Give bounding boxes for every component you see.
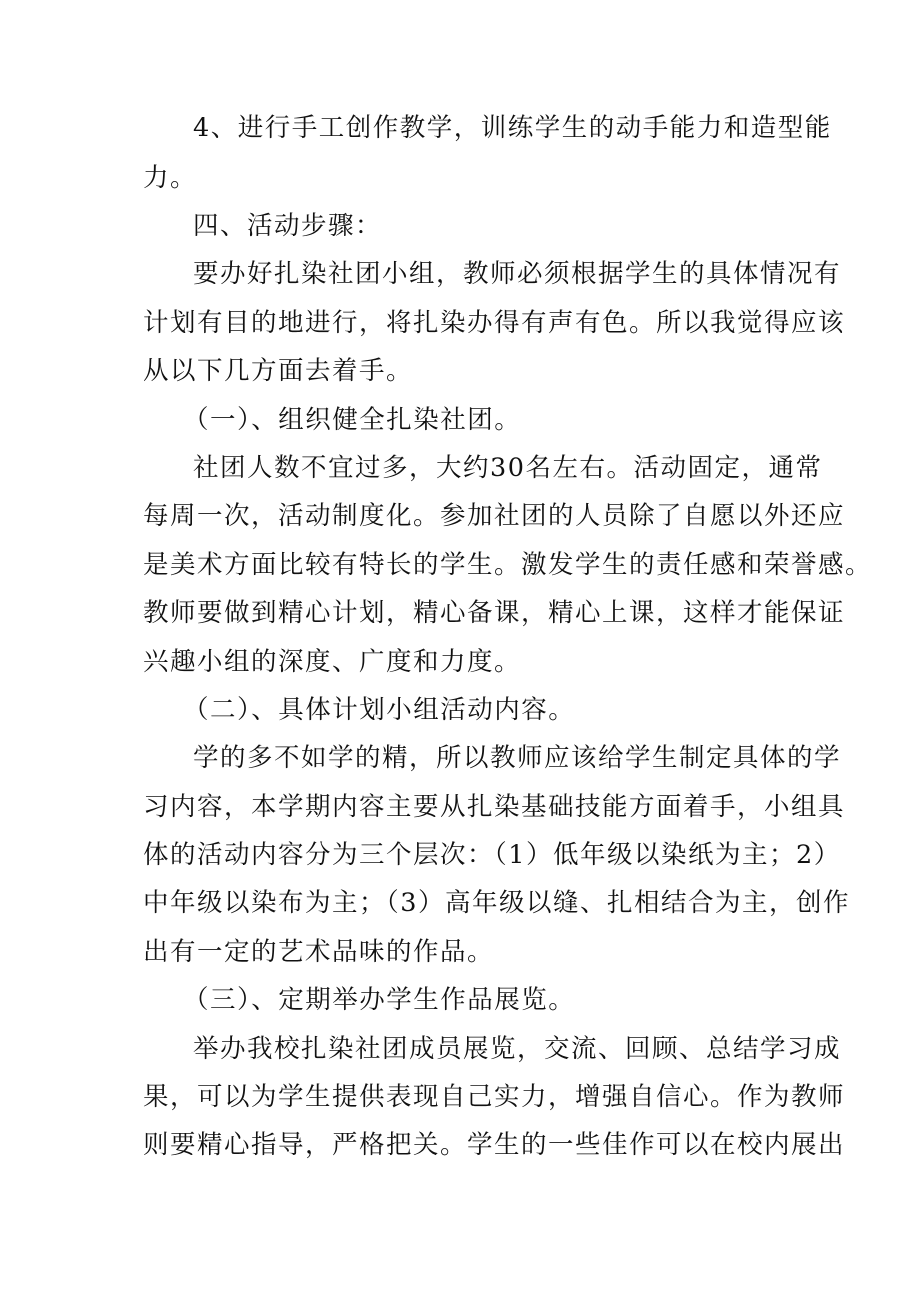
paragraph-line: 中年级以染布为主；（3）高年级以缝、扎相结合为主，创作	[143, 888, 850, 918]
paragraph-line: 要办好扎染社团小组，教师必须根据学生的具体情况有	[193, 259, 842, 289]
paragraph-line: 出有一定的艺术品味的作品。	[143, 937, 495, 967]
paragraph-line: 力。	[143, 163, 198, 193]
paragraph-line: 学的多不如学的精，所以教师应该给学生制定具体的学	[193, 743, 842, 773]
paragraph-line: 社团人数不宜过多，大约30名左右。活动固定，通常	[193, 453, 823, 483]
subsection-heading: （一）、组织健全扎染社团。	[183, 405, 522, 435]
paragraph-line: 是美术方面比较有特长的学生。激发学生的责任感和荣誉感。	[143, 550, 873, 580]
paragraph-line: 果，可以为学生提供表现自己实力，增强自信心。作为教师	[143, 1082, 846, 1112]
subsection-heading: （三）、定期举办学生作品展览。	[183, 985, 576, 1015]
subsection-heading: （二）、具体计划小组活动内容。	[183, 695, 576, 725]
paragraph-line: 每周一次，活动制度化。参加社团的人员除了自愿以外还应	[143, 501, 846, 531]
section-heading: 四、活动步骤：	[193, 211, 383, 241]
paragraph-line: 体的活动内容分为三个层次：（1）低年级以染纸为主；2）	[143, 840, 841, 870]
paragraph-line: 习内容，本学期内容主要从扎染基础技能方面着手，小组具	[143, 792, 846, 822]
paragraph-line: 举办我校扎染社团成员展览，交流、回顾、总结学习成	[193, 1034, 842, 1064]
paragraph-line: 从以下几方面去着手。	[143, 356, 414, 386]
paragraph-line: 兴趣小组的深度、广度和力度。	[143, 647, 522, 677]
paragraph-line: 则要精心指导，严格把关。学生的一些佳作可以在校内展出	[143, 1130, 846, 1160]
paragraph-line: 教师要做到精心计划，精心备课，精心上课，这样才能保证	[143, 598, 846, 628]
paragraph-line: 4、进行手工创作教学，训练学生的动手能力和造型能	[193, 113, 832, 143]
paragraph-line: 计划有目的地进行，将扎染办得有声有色。所以我觉得应该	[143, 308, 846, 338]
